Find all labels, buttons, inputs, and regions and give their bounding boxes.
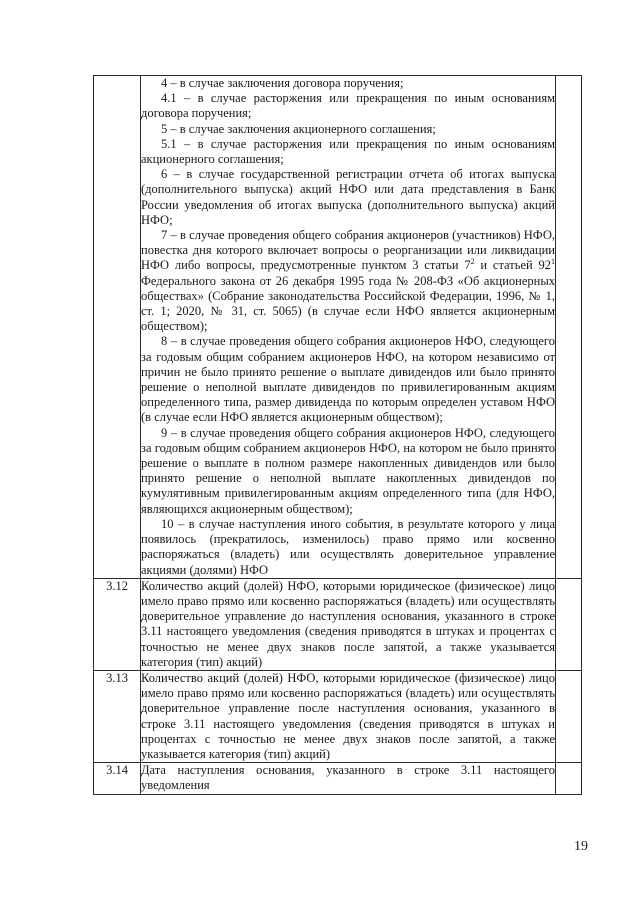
table-row: [94, 76, 582, 579]
row-value-cell: [556, 76, 582, 579]
row-description-cell: [141, 763, 556, 794]
row-number-cell: 3.14: [94, 763, 141, 794]
superscript: 2: [470, 257, 475, 267]
list-item: 10 – в случае наступления иного события, в результате которого у лица появилось (прекратилось, изменилось) право прямо или косвенно распоряжаться (владеть) или осуществлять доверительное управление акциями (долями) НФО: [141, 516, 555, 577]
superscript: 1: [550, 257, 555, 267]
row-number-cell: 3.13: [94, 670, 141, 762]
row-description-text: Количество акций (долей) НФО, которыми юридическое (физическое) лицо имело право прямо или косвенно распоряжаться (владеть) или осуществлять доверительное управление до наступления основания, указанного в строке 3.11 настоящего уведомления (сведения приводятся в штуках и процентах с точностью не менее двух знаков после запятой, а также указывается категория (тип) акций): [141, 578, 555, 669]
list-item: 4.1 – в случае расторжения или прекращения по иным основаниям договора поручения;: [141, 91, 555, 121]
list-item: 6 – в случае государственной регистрации отчета об итогах выпуска (дополнительного выпуска) акций НФО или дата представления в Банк России уведомления об итогах выпуска (дополнительного выпуска) акций НФО;: [141, 167, 555, 227]
row-description-cell: [141, 76, 556, 579]
list-item-text: Федерального закона от 26 декабря 1995 года № 208-ФЗ «Об акционерных обществах» (Собрание законодательства Российской Федерации, 1996, № 1, ст. 1; 2020, № 31, ст. 5065) (в случае если НФО является акционерным обществом);: [141, 273, 555, 334]
list-item-text: 7 – в случае проведения общего собрания акционеров (участников) НФО, повестка дня которого включает вопросы о реорганизации или ликвидации НФО либо вопросы, предусмотренные пунктом 3 статьи 7: [141, 228, 555, 273]
list-item: 4 – в случае заключения договора поручения;: [161, 76, 404, 90]
row-value-cell: [556, 670, 582, 762]
table-row: [94, 670, 582, 762]
row-number-cell: 3.12: [94, 578, 141, 670]
notification-table: [93, 75, 582, 795]
row-description-text: Количество акций (долей) НФО, которыми юридическое (физическое) лицо имело право прямо или косвенно распоряжаться (владеть) или осуществлять доверительное управление после наступления основания, указанного в строке 3.11 настоящего уведомления (сведения приводятся в штуках и процентах с точностью не менее двух знаков после запятой, а также указывается категория (тип) акций): [141, 670, 555, 761]
list-item: 9 – в случае проведения общего собрания акционеров НФО, следующего за годовым общим собранием акционеров НФО, на котором не было принято решение о выплате в полном размере накопленных дивидендов или было принято решение о неполной выплате накопленных дивидендов по кумулятивным привилегированным акциям определенного типа (для НФО, являющихся акционерным обществом);: [141, 425, 555, 516]
row-value-cell: [556, 578, 582, 670]
list-item: 5.1 – в случае расторжения или прекращения по иным основаниям акционерного соглашения;: [141, 136, 555, 167]
list-item: 5 – в случае заключения акционерного соглашения;: [161, 121, 436, 136]
row-description-text: Дата наступления основания, указанного в строке 3.11 настоящего уведомления: [141, 763, 555, 793]
row-description-cell: [141, 670, 556, 762]
page-number: 19: [574, 839, 588, 854]
row-description-cell: [141, 578, 556, 670]
list-item: [141, 228, 555, 334]
table-row: [94, 763, 582, 794]
list-item: 8 – в случае проведения общего собрания акционеров НФО, следующего за годовым общим собранием акционеров НФО, на котором независимо от причин не было принято решение о выплате дивидендов или было принято решение о неполной выплате дивидендов по привилегированным акциям определенного типа, размер дивиденда по которым определен уставом НФО (в случае если НФО является акционерным обществом);: [141, 334, 555, 425]
row-value-cell: [556, 763, 582, 794]
row-number-cell: [94, 76, 141, 579]
list-item-text: и статьей 92: [474, 258, 551, 273]
table-row: [94, 578, 582, 670]
